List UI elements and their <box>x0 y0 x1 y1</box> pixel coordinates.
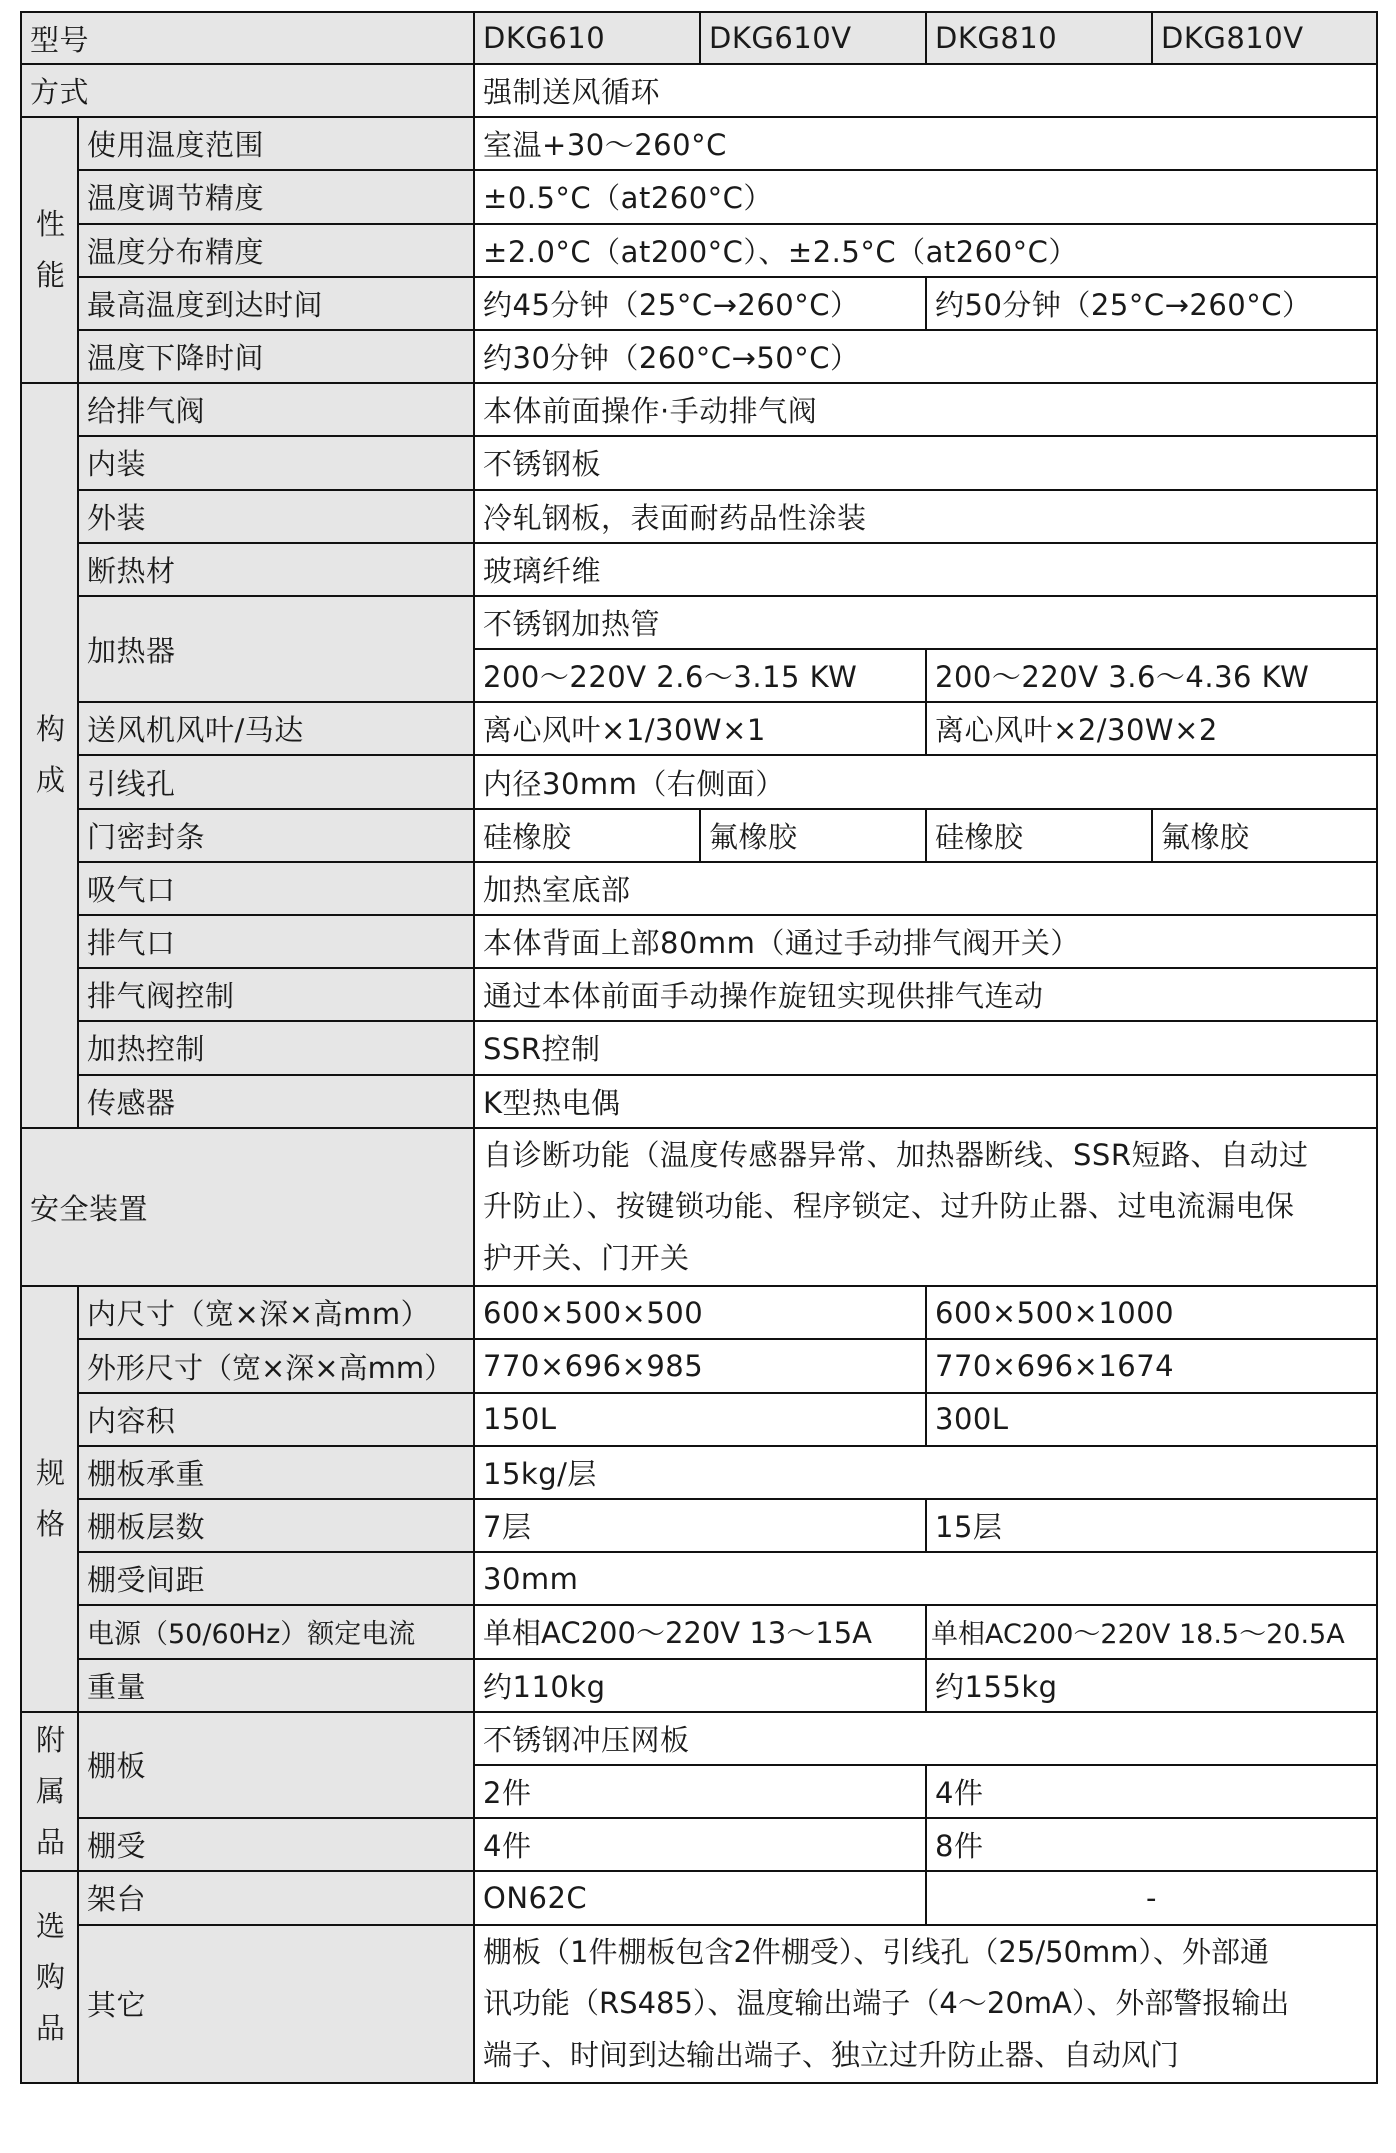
fan-value-a: 离心风叶×1/30W×1 <box>474 702 926 755</box>
spec-value-a: 7层 <box>474 1499 926 1552</box>
cable-port-label: 引线孔 <box>78 755 474 808</box>
model-dkg810: DKG810 <box>926 12 1152 64</box>
exhaust-control-label: 排气阀控制 <box>78 968 474 1021</box>
spec-value: 15kg/层 <box>474 1446 1377 1499</box>
spec-row <box>21 1605 1377 1658</box>
door-seal-value: 氟橡胶 <box>1152 809 1377 862</box>
perf-label: 温度下降时间 <box>78 330 474 383</box>
accessory-row <box>21 1818 1377 1871</box>
model-label: 型号 <box>21 12 474 64</box>
safety-value <box>474 1128 1377 1287</box>
construction-row <box>21 809 1377 862</box>
construction-row <box>21 490 1377 543</box>
perf-value-a: 约45分钟（25°C→260°C） <box>474 277 926 330</box>
performance-category: 性 能 <box>21 117 78 383</box>
door-seal-value: 硅橡胶 <box>926 809 1152 862</box>
options-category: 选 购 品 <box>21 1871 78 2083</box>
perf-value: 约30分钟（260°C→50°C） <box>474 330 1377 383</box>
inner-value: 不锈钢板 <box>474 436 1377 489</box>
fan-label: 送风机风叶/马达 <box>78 702 474 755</box>
construction-row <box>21 702 1377 755</box>
perf-row <box>21 170 1377 223</box>
spec-value-b: 15层 <box>926 1499 1377 1552</box>
header-row <box>21 12 1377 64</box>
heater-value-a: 200～220V 2.6～3.15 KW <box>474 649 926 702</box>
door-seal-value: 硅橡胶 <box>474 809 700 862</box>
spec-row <box>21 1499 1377 1552</box>
shelf-value: 不锈钢冲压网板 <box>474 1712 1377 1765</box>
insulation-label: 断热材 <box>78 543 474 596</box>
spec-value-b: 600×500×1000 <box>926 1286 1377 1339</box>
spec-row <box>21 1339 1377 1392</box>
perf-value: ±2.0°C（at200°C）、±2.5°C（at260°C） <box>474 224 1377 277</box>
method-value: 强制送风循环 <box>474 64 1377 117</box>
perf-value: 室温+30～260°C <box>474 117 1377 170</box>
outer-label: 外装 <box>78 490 474 543</box>
spec-row <box>21 1659 1377 1712</box>
method-row <box>21 64 1377 117</box>
construction-row <box>21 862 1377 915</box>
accessories-category: 附 属 品 <box>21 1712 78 1872</box>
perf-label: 温度分布精度 <box>78 224 474 277</box>
construction-row <box>21 436 1377 489</box>
other-value <box>474 1925 1377 2084</box>
model-dkg610: DKG610 <box>474 12 700 64</box>
fan-value-b: 离心风叶×2/30W×2 <box>926 702 1377 755</box>
safety-line: 升防止）、按键锁功能、程序锁定、过升防止器、过电流漏电保 <box>483 1189 1295 1224</box>
spec-label: 内容积 <box>78 1393 474 1446</box>
construction-row <box>21 596 1377 649</box>
construction-row <box>21 1021 1377 1074</box>
option-row <box>21 1871 1377 1924</box>
spec-table <box>20 11 1378 2084</box>
perf-row <box>21 224 1377 277</box>
construction-row <box>21 543 1377 596</box>
construction-row <box>21 968 1377 1021</box>
insulation-value: 玻璃纤维 <box>474 543 1377 596</box>
option-row <box>21 1925 1377 2084</box>
heat-control-value: SSR控制 <box>474 1021 1377 1074</box>
construction-row <box>21 1075 1377 1128</box>
shelf-label: 棚板 <box>78 1712 474 1818</box>
safety-line: 自诊断功能（温度传感器异常、加热器断线、SSR短路、自动过 <box>483 1137 1309 1172</box>
sensor-value: K型热电偶 <box>474 1075 1377 1128</box>
perf-label: 最高温度到达时间 <box>78 277 474 330</box>
construction-row <box>21 383 1377 436</box>
shelf-support-value-b: 8件 <box>926 1818 1377 1871</box>
shelf-support-value-a: 4件 <box>474 1818 926 1871</box>
construction-row <box>21 755 1377 808</box>
other-line: 端子、时间到达输出端子、独立过升防止器、自动风门 <box>483 2037 1180 2072</box>
perf-label: 温度调节精度 <box>78 170 474 223</box>
heater-value: 不锈钢加热管 <box>474 596 1377 649</box>
stand-value-b: - <box>926 1871 1377 1924</box>
spec-label: 棚板承重 <box>78 1446 474 1499</box>
perf-row <box>21 117 1377 170</box>
safety-row <box>21 1128 1377 1287</box>
inner-label: 内装 <box>78 436 474 489</box>
spec-value: 30mm <box>474 1552 1377 1605</box>
exhaust-valve-value: 本体前面操作·手动排气阀 <box>474 383 1377 436</box>
other-line: 棚板（1件棚板包含2件棚受）、引线孔（25/50mm）、外部通 <box>483 1934 1269 1969</box>
spec-value-b: 单相AC200～220V 18.5～20.5A <box>926 1605 1377 1658</box>
door-seal-value: 氟橡胶 <box>700 809 926 862</box>
model-dkg810v: DKG810V <box>1152 12 1377 64</box>
spec-value-b: 约155kg <box>926 1659 1377 1712</box>
spec-value-a: 150L <box>474 1393 926 1446</box>
spec-row <box>21 1552 1377 1605</box>
safety-line: 护开关、门开关 <box>483 1240 690 1275</box>
exhaust-value: 本体背面上部80mm（通过手动排气阀开关） <box>474 915 1377 968</box>
spec-row <box>21 1286 1377 1339</box>
stand-value-a: ON62C <box>474 1871 926 1924</box>
spec-label: 内尺寸（宽×深×高mm） <box>78 1286 474 1339</box>
heater-value-b: 200～220V 3.6～4.36 KW <box>926 649 1377 702</box>
shelf-value-b: 4件 <box>926 1765 1377 1818</box>
spec-value-b: 300L <box>926 1393 1377 1446</box>
spec-label: 棚受间距 <box>78 1552 474 1605</box>
spec-label: 外形尺寸（宽×深×高mm） <box>78 1339 474 1392</box>
accessory-row <box>21 1712 1377 1765</box>
spec-label: 棚板层数 <box>78 1499 474 1552</box>
intake-label: 吸气口 <box>78 862 474 915</box>
model-dkg610v: DKG610V <box>700 12 926 64</box>
spec-value-a: 600×500×500 <box>474 1286 926 1339</box>
construction-category: 构 成 <box>21 383 78 1128</box>
safety-label: 安全装置 <box>21 1128 474 1287</box>
spec-value-b: 770×696×1674 <box>926 1339 1377 1392</box>
exhaust-label: 排气口 <box>78 915 474 968</box>
spec-label: 重量 <box>78 1659 474 1712</box>
heater-label: 加热器 <box>78 596 474 702</box>
other-label: 其它 <box>78 1925 474 2084</box>
spec-value-a: 770×696×985 <box>474 1339 926 1392</box>
spec-label: 电源（50/60Hz）额定电流 <box>78 1605 474 1658</box>
other-line: 讯功能（RS485）、温度输出端子（4～20mA）、外部警报输出 <box>483 1986 1290 2020</box>
perf-value-b: 约50分钟（25°C→260°C） <box>926 277 1377 330</box>
spec-value-a: 单相AC200～220V 13～15A <box>474 1605 926 1658</box>
exhaust-valve-label: 给排气阀 <box>78 383 474 436</box>
construction-row <box>21 915 1377 968</box>
perf-label: 使用温度范围 <box>78 117 474 170</box>
shelf-value-a: 2件 <box>474 1765 926 1818</box>
exhaust-control-value: 通过本体前面手动操作旋钮实现供排气连动 <box>474 968 1377 1021</box>
spec-row <box>21 1393 1377 1446</box>
sensor-label: 传感器 <box>78 1075 474 1128</box>
outer-value: 冷轧钢板，表面耐药品性涂装 <box>474 490 1377 543</box>
heat-control-label: 加热控制 <box>78 1021 474 1074</box>
spec-row <box>21 1446 1377 1499</box>
method-label: 方式 <box>21 64 474 117</box>
perf-value: ±0.5°C（at260°C） <box>474 170 1377 223</box>
perf-row <box>21 330 1377 383</box>
specs-category: 规 格 <box>21 1286 78 1712</box>
stand-label: 架台 <box>78 1871 474 1924</box>
cable-port-value: 内径30mm（右侧面） <box>474 755 1377 808</box>
spec-value-a: 约110kg <box>474 1659 926 1712</box>
shelf-support-label: 棚受 <box>78 1818 474 1871</box>
door-seal-label: 门密封条 <box>78 809 474 862</box>
perf-row <box>21 277 1377 330</box>
intake-value: 加热室底部 <box>474 862 1377 915</box>
